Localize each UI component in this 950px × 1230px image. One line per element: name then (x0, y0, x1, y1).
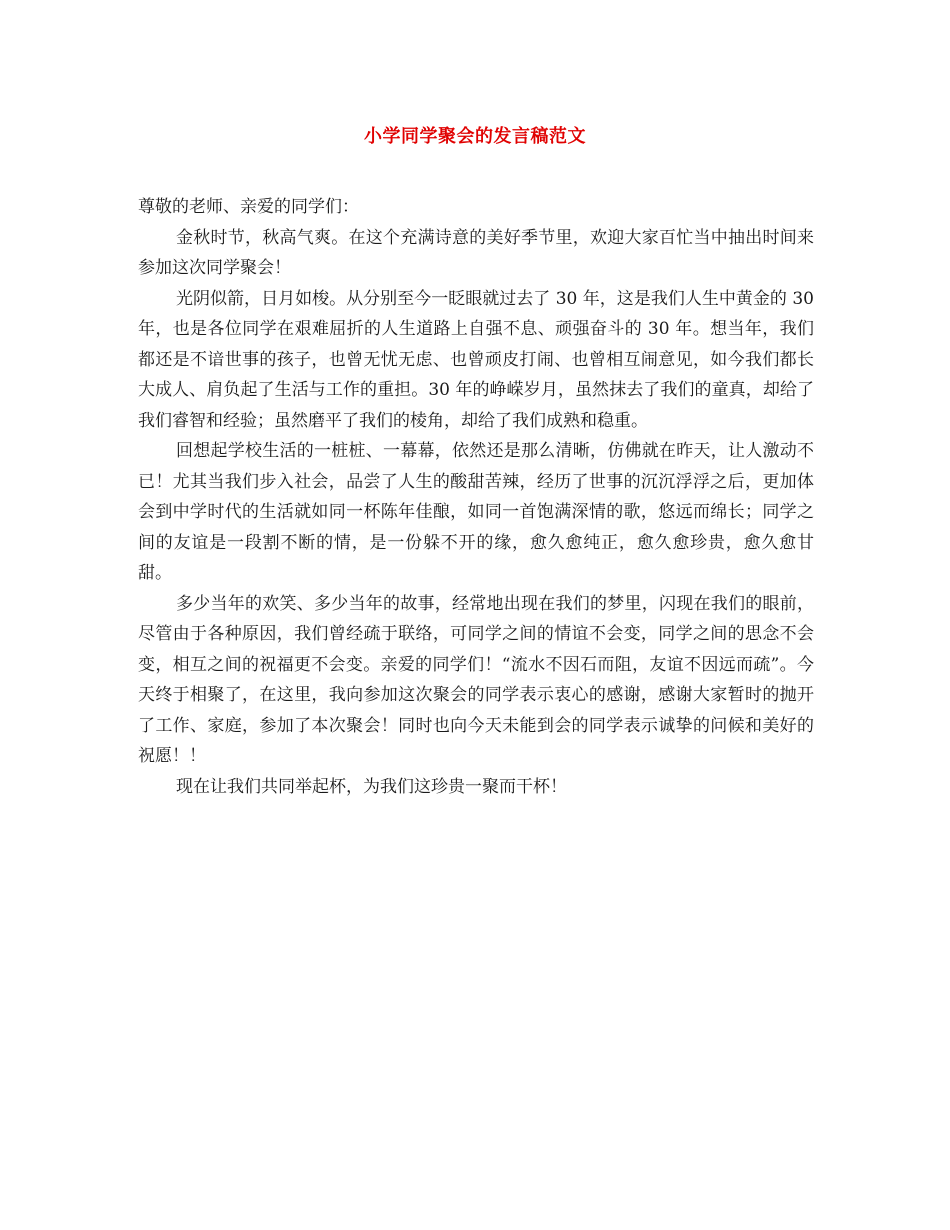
document-body (138, 192, 814, 802)
paragraph-2: 光阴似箭，日月如梭。从分别至今一眨眼就过去了 30 年，这是我们人生中黄金的 30 年，也是各位同学在艰难屈折的人生道路上自强不息、顽强奋斗的 30 年。想当年，我们都还是不谙世事的孩子，也曾无忧无虑、也曾顽皮打闹、也曾相互闹意见，如今我们都长大成人、肩负起了生活与工作的重担。30 年的峥嵘岁月，虽然抹去了我们的童真，却给了我们睿智和经验；虽然磨平了我们的棱角，却给了我们成熟和稳重。 (138, 288, 814, 431)
paragraph-3: 回想起学校生活的一桩桩、一幕幕，依然还是那么清晰，仿佛就在昨天，让人激动不已！尤其当我们步入社会，品尝了人生的酸甜苦辣，经历了世事的沉沉浮浮之后，更加体会到中学时代的生活就如同一杯陈年佳酿，如同一首饱满深情的歌，悠远而绵长；同学之间的友谊是一段割不断的情，是一份躲不开的缘，愈久愈纯正，愈久愈珍贵，愈久愈甘甜。 (138, 441, 814, 583)
paragraph-5: 现在让我们共同举起杯，为我们这珍贵一聚而干杯！ (176, 776, 567, 797)
paragraph-1: 金秋时节，秋高气爽。在这个充满诗意的美好季节里，欢迎大家百忙当中抽出时间来参加这次同学聚会！ (138, 227, 814, 278)
salutation: 尊敬的老师、亲爱的同学们： (138, 197, 359, 217)
paragraph-4: 多少当年的欢笑、多少当年的故事，经常地出现在我们的梦里，闪现在我们的眼前，尽管由于各种原因，我们曾经疏于联络，可同学之间的情谊不会变，同学之间的思念不会变，相互之间的祝福更不会变。亲爱的同学们！“流水不因石而阻，友谊不因远而疏”。今天终于相聚了，在这里，我向参加这次聚会的同学表示衷心的感谢，感谢大家暂时的抛开了工作、家庭，参加了本次聚会！同时也向今天未能到会的同学表示诚挚的问候和美好的祝愿！！ (138, 593, 814, 766)
document-title: 小学同学聚会的发言稿范文 (364, 126, 586, 147)
